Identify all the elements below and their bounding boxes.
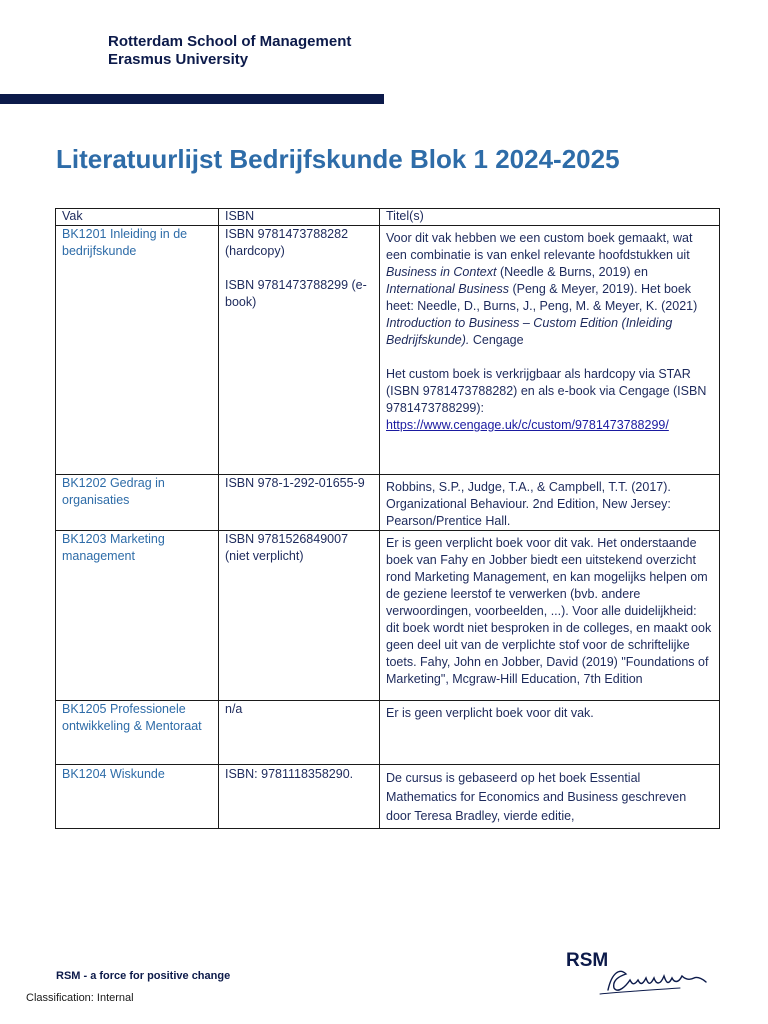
course-cell: BK1204 Wiskunde [56, 765, 219, 829]
page-title: Literatuurlijst Bedrijfskunde Blok 1 2024-2025 [56, 144, 620, 174]
title-cell [380, 226, 720, 475]
org-line-2: Erasmus University [108, 51, 249, 68]
logo-rsm-text: RSM [566, 950, 609, 971]
text-run: (Needle & Burns, 2019) en [496, 265, 648, 279]
text-run: Voor dit vak hebben we een custom boek gemaakt, wat een combinatie is van enkel relevante hoofdstukken uit [386, 231, 693, 262]
title-paragraph-1 [386, 230, 713, 349]
course-cell: BK1202 Gedrag in organisaties [56, 475, 219, 531]
italic-run: International Business [386, 282, 509, 296]
org-line-1: Rotterdam School of Management [108, 33, 352, 50]
table-row [56, 701, 720, 765]
isbn-cell: ISBN 978-1-292-01655-9 [219, 475, 380, 531]
erasmus-script-logo [560, 950, 710, 1000]
classification-label: Classification: Internal [26, 992, 134, 1004]
header-titel: Titel(s) [380, 209, 720, 226]
italic-run: Introduction to Business – Custom Edition (Inleiding Bedrijfskunde). [386, 316, 673, 347]
organization-name [108, 33, 351, 69]
table-row [56, 531, 720, 701]
isbn-cell: ISBN: 9781118358290. [219, 765, 380, 829]
course-cell: BK1201 Inleiding in de bedrijfskunde [56, 226, 219, 475]
literature-table [55, 208, 720, 829]
title-cell: Er is geen verplicht boek voor dit vak. Het onderstaande boek van Fahy en Jobber biedt een uitstekend overzicht rond Marketing Management, en kan mogelijks helpen om de geziene leerstof te verwerken (bvb. andere verwoordingen, voorbeelden, ...). Voor alle duidelijkheid: dit boek wordt niet besproken in de colleges, en maakt ook geen deel uit van de verplichte stof voor de schriftelijke toets. Fahy, John en Jobber, David (2019) "Foundations of Marketing", Mcgraw-Hill Education, 7th Edition [380, 531, 720, 701]
header-bar [0, 94, 384, 104]
italic-run: Business in Context [386, 265, 497, 279]
table-row [56, 226, 720, 475]
rsm-erasmus-logo [560, 950, 710, 1000]
isbn-hardcopy: ISBN 9781473788282 (hardcopy) [225, 227, 349, 258]
course-cell: BK1203 Marketing management [56, 531, 219, 701]
text-run: (Peng & Meyer, 2019). Het boek heet: Needle, D., Burns, J., Peng, M. & Meyer, K. (2021) [386, 282, 698, 313]
header-vak: Vak [56, 209, 219, 226]
cengage-link[interactable]: https://www.cengage.uk/c/custom/9781473788299/ [386, 418, 669, 432]
isbn-cell [219, 226, 380, 475]
header-isbn: ISBN [219, 209, 380, 226]
isbn-cell: n/a [219, 701, 380, 765]
isbn-cell: ISBN 9781526849007 (niet verplicht) [219, 531, 380, 701]
title-paragraph-2 [386, 366, 713, 434]
table-row [56, 765, 720, 829]
title-cell: Robbins, S.P., Judge, T.A., & Campbell, T.T. (2017). Organizational Behaviour. 2nd Edition, New Jersey: Pearson/Prentice Hall. [380, 475, 720, 531]
title-cell: De cursus is gebaseerd op het boek Essential Mathematics for Economics and Business geschreven door Teresa Bradley, vierde editie, [380, 765, 720, 829]
course-cell: BK1205 Professionele ontwikkeling & Mentoraat [56, 701, 219, 765]
text-run: Het custom boek is verkrijgbaar als hardcopy via STAR (ISBN 9781473788282) en als e-book via Cengage (ISBN 9781473788299): [386, 367, 707, 415]
table-header-row [56, 209, 720, 226]
table-row [56, 475, 720, 531]
footer-slogan: RSM - a force for positive change [56, 970, 231, 982]
title-cell: Er is geen verplicht boek voor dit vak. [380, 701, 720, 765]
text-run: Cengage [469, 333, 524, 347]
isbn-ebook: ISBN 9781473788299 (e-book) [225, 278, 367, 309]
